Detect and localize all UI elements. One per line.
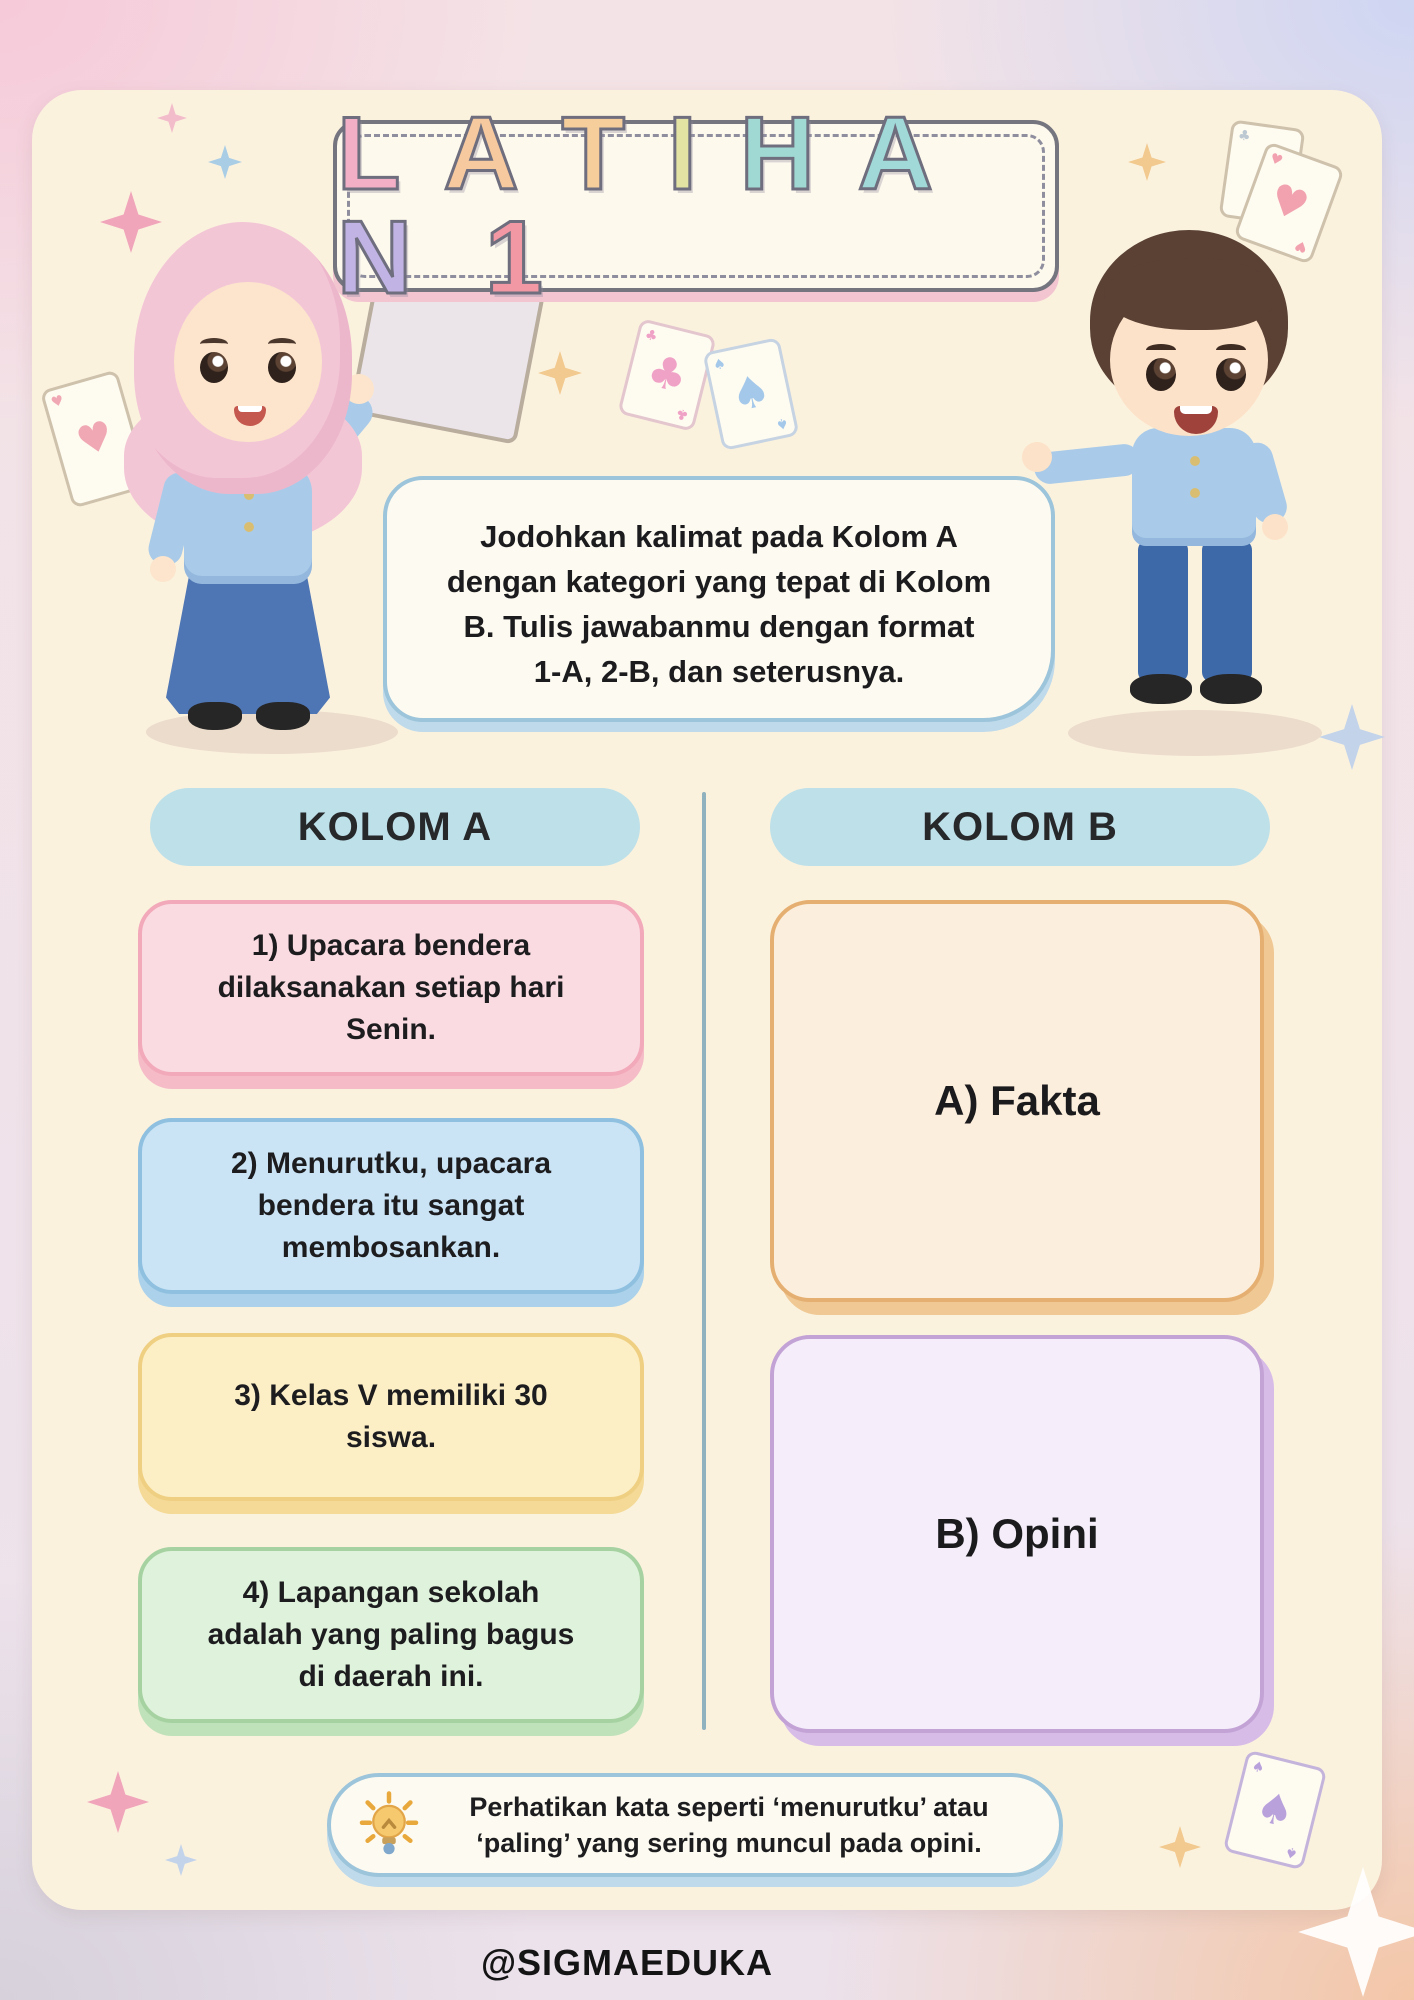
title-letter: L — [337, 96, 408, 212]
category-box-fakta — [770, 900, 1264, 1302]
statement-line: 2) Menurutku, upacara — [230, 1147, 552, 1180]
card-suit: ♠ — [726, 364, 776, 423]
card-corner-suit: ♥ — [1267, 150, 1285, 170]
title-letter: 1 — [485, 200, 550, 316]
boy-hair-fringe — [1104, 258, 1274, 330]
card-suit: ♥ — [71, 411, 119, 467]
boy-eye — [1216, 358, 1246, 391]
statement-line: di daerah ini. — [298, 1660, 484, 1693]
boy-leg — [1138, 540, 1188, 682]
title-letter: H — [739, 96, 822, 212]
boy-jacket — [1132, 428, 1256, 546]
jacket-button — [244, 522, 254, 532]
statement-line: dilaksanakan setiap hari — [217, 971, 565, 1004]
boy-hand — [1262, 514, 1288, 540]
statement-line: 3) Kelas V memiliki 30 — [234, 1379, 548, 1412]
title-box — [333, 96, 1059, 316]
card-corner-suit: ♣ — [643, 326, 660, 346]
card-corner-suit: ♥ — [1293, 236, 1311, 256]
instruction-line: B. Tulis jawabanmu dengan format — [463, 609, 975, 644]
column-b-header: KOLOM B — [770, 788, 1270, 866]
instruction-bubble — [383, 476, 1055, 722]
card-suit: ♠ — [1250, 1781, 1300, 1838]
tip-text — [425, 1789, 1033, 1861]
page-title — [337, 96, 1055, 316]
boy-eyebrow — [1146, 344, 1176, 356]
category-label: A) Fakta — [934, 1077, 1100, 1124]
card-corner-suit: ♣ — [1236, 127, 1252, 145]
boy-eye — [1146, 358, 1176, 391]
title-letter: T — [561, 96, 632, 212]
title-letter: I — [667, 96, 704, 212]
card-suit: ♣ — [641, 344, 693, 405]
character-shadow — [1068, 710, 1322, 756]
statement-line: adalah yang paling bagus — [207, 1618, 575, 1651]
statement-line: bendera itu sangat — [257, 1189, 525, 1222]
lightbulb-icon — [353, 1789, 425, 1861]
boy-hand — [1022, 442, 1052, 472]
card-corner-suit: ♠ — [1249, 1758, 1267, 1777]
girl-eye — [200, 352, 228, 383]
statement-line: Senin. — [345, 1013, 436, 1046]
category-label: B) Opini — [935, 1510, 1099, 1557]
statement-line: 1) Upacara bendera — [251, 929, 531, 962]
girl-skirt — [166, 576, 330, 714]
tip-line: Perhatikan kata seperti ‘menurutku’ atau — [469, 1792, 989, 1822]
jacket-button — [1190, 488, 1200, 498]
girl-eyebrow — [268, 338, 296, 350]
boy-character-illustration — [1040, 230, 1350, 760]
statement-card-2 — [138, 1118, 644, 1294]
girl-shoe — [188, 702, 242, 730]
instruction-line: dengan kategori yang tepat di Kolom — [446, 564, 992, 599]
girl-hand — [150, 556, 176, 582]
footer-handle: @SIGMAEDUKA — [480, 1942, 774, 1983]
instruction-line: Jodohkan kalimat pada Kolom A — [480, 519, 958, 554]
card-corner-suit: ♣ — [674, 404, 691, 424]
girl-eye — [268, 352, 296, 383]
girl-eyebrow — [200, 338, 228, 350]
girl-shoe — [256, 702, 310, 730]
title-letter: N — [337, 200, 420, 316]
boy-shoe — [1200, 674, 1262, 704]
card-corner-suit: ♠ — [1283, 1843, 1301, 1862]
column-a-header: KOLOM A — [150, 788, 640, 866]
statement-line: membosankan. — [281, 1231, 501, 1264]
card-corner-suit: ♥ — [49, 392, 66, 412]
instruction-line: 1-A, 2-B, dan seterusnya. — [533, 654, 905, 689]
category-box-opini — [770, 1335, 1264, 1733]
statement-line: 4) Lapangan sekolah — [242, 1576, 540, 1609]
statement-card-1 — [138, 900, 644, 1076]
jacket-button — [1190, 456, 1200, 466]
statement-card-3 — [138, 1333, 644, 1501]
statement-card-4 — [138, 1547, 644, 1723]
title-letter: A — [443, 96, 526, 212]
statement-line: siswa. — [345, 1421, 437, 1454]
boy-leg — [1202, 540, 1252, 682]
tip-line: ‘paling’ yang sering muncul pada opini. — [476, 1828, 982, 1858]
card-corner-suit: ♠ — [711, 355, 728, 375]
card-suit: ♥ — [1263, 173, 1316, 232]
boy-shoe — [1130, 674, 1192, 704]
boy-eyebrow — [1216, 344, 1246, 356]
tip-box — [327, 1773, 1063, 1877]
column-divider — [702, 792, 706, 1730]
card-corner-suit: ♠ — [774, 413, 791, 433]
title-letter: A — [857, 96, 940, 212]
